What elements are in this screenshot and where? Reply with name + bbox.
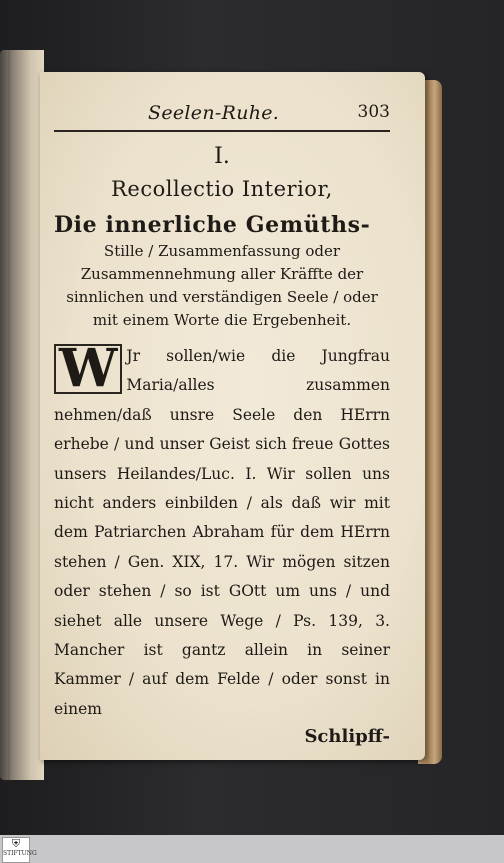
- subtitle-lead: Die innerliche Gemüths-: [54, 212, 371, 238]
- logo-text: STIFTUNG: [3, 850, 37, 857]
- initial-letter: W: [54, 344, 122, 394]
- catchword: Schlipff-: [304, 726, 390, 748]
- section-title: Recollectio Interior,: [111, 177, 333, 201]
- library-logo[interactable]: [2, 837, 37, 863]
- page-number: 303: [357, 102, 390, 122]
- body-paragraph: [54, 338, 390, 724]
- crest-icon: ⛨: [11, 837, 21, 850]
- left-page-stack: [0, 50, 44, 780]
- viewer-bottom-bar: [0, 835, 504, 863]
- subtitle-rest: Stille / Zusammenfassung oder Zusammennehmung aller Kräffte der sinnlichen und verständigen Seele / oder mit einem Worte die Ergebenheit.: [66, 242, 378, 329]
- page-text: [54, 96, 390, 747]
- running-head: Seelen-Ruhe.: [148, 102, 280, 124]
- body-text: Jr sollen/wie die Jungfrau Maria/alles zusammen nehmen/daß unsre Seele den HErrn erhebe / und unser Geist sich freue Gottes unsers Heilandes/Luc. I. Wir sollen uns nicht anders einbilden / als daß wir mit dem Patriarchen Abraham für dem HErrn stehen / Gen. XIX, 17. Wir mögen sitzen oder stehen / so ist GOtt um uns / und siehet alle unsere Wege / Ps. 139, 3. Mancher ist gantz allein in seiner Kammer / auf dem Felde / oder sonst in einem: [54, 347, 390, 718]
- section-subtitle: [54, 210, 390, 332]
- page-header: [54, 96, 390, 132]
- section-number: I.: [214, 144, 230, 169]
